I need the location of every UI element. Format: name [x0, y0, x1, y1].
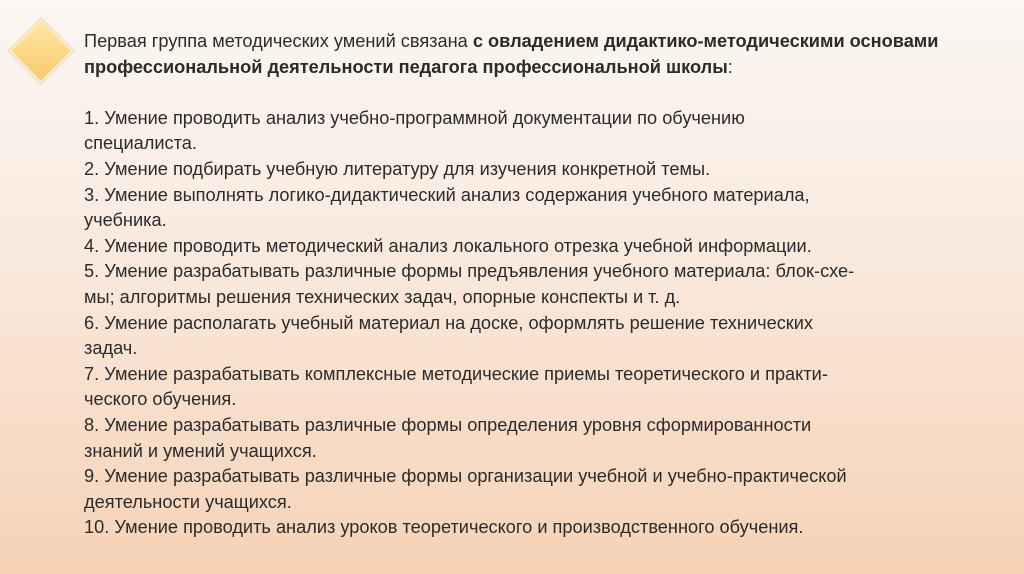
list-item-line: 3. Умение выполнять логико-дидактический анализ содержания учебного материала, [84, 184, 810, 205]
skills-list [84, 106, 994, 541]
list-item-line: 1. Умение проводить анализ учебно-программной документации по обучению [84, 107, 745, 128]
list-item-line: 4. Умение проводить методический анализ локального отрезка учебной информации. [84, 235, 812, 256]
list-item-line: 2. Умение подбирать учебную литературу для изучения конкретной темы. [84, 158, 711, 179]
slide-body-text [84, 29, 994, 541]
paragraph-spacer [84, 80, 994, 106]
intro-plain: Первая группа методических умений связана [84, 31, 473, 51]
list-item-line: 5. Умение разрабатывать различные формы предъявления учебного материала: блок-схе- [84, 261, 855, 282]
list-item-line: 10. Умение проводить анализ уроков теоретического и производственного обучения. [84, 517, 804, 538]
list-item-line: деятельности учащихся. [84, 491, 292, 512]
list-item-line: 6. Умение располагать учебный материал на доске, оформлять решение технических [84, 312, 813, 333]
list-item-line: 9. Умение разрабатывать различные формы организации учебной и учебно-практической [84, 466, 847, 487]
diamond-bullet-icon [8, 18, 72, 82]
list-item-line: 8. Умение разрабатывать различные формы определения уровня сформированности [84, 414, 812, 435]
list-item-line: 7. Умение разрабатывать комплексные методические приемы теоретического и практи- [84, 363, 828, 384]
intro-bold: с овладением дидактико-методическими основами профессиональной деятельности педагога профессиональной школы [84, 31, 939, 77]
list-item-line: учебника. [84, 210, 167, 231]
intro-paragraph [84, 29, 994, 80]
list-item-line: задач. [84, 338, 138, 359]
list-item-line: мы; алгоритмы решения технических задач, опорные конспекты и т. д. [84, 286, 681, 307]
list-item-line: ческого обучения. [84, 389, 237, 410]
intro-trail: : [727, 56, 733, 77]
list-item-line: знаний и умений учащихся. [84, 440, 317, 461]
list-item-line: специалиста. [84, 133, 197, 154]
